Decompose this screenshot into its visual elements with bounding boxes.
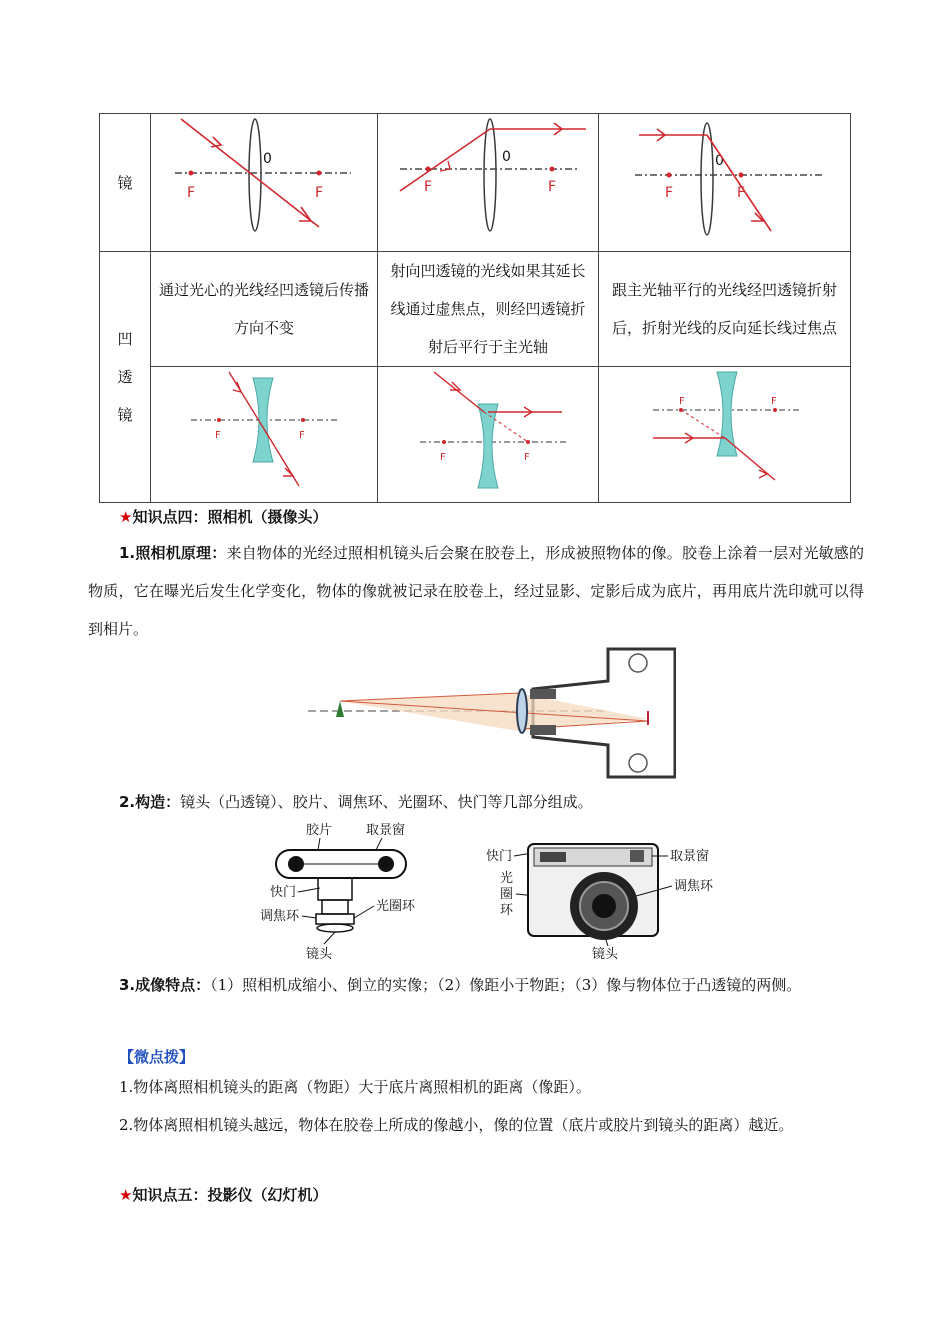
- convex-fig-parallel-ray: [599, 114, 851, 252]
- focus-label: F: [315, 184, 324, 201]
- focus-label: F: [524, 451, 530, 463]
- camera-structure-paragraph: 2.构造：镜头（凸透镜）、胶片、调焦环、光圈环、快门等几部分组成。: [119, 793, 593, 811]
- camera-principle-paragraph: 1.照相机原理：来自物体的光经过照相机镜头后会聚在胶卷上，形成被照物体的像。胶卷上涂着一层对光敏感的物质，它在曝光后发生化学变化，物体的像就被记录在胶卷上，经过显影、定影后成为底片，再用底片洗印就可以得到相片。: [88, 544, 864, 638]
- focus-label: F: [187, 184, 196, 201]
- star-icon: ★: [119, 508, 133, 526]
- concave-rule-center: 通过光心的光线经凹透镜后传播方向不变: [151, 252, 378, 367]
- focus-label: F: [424, 178, 433, 195]
- center-label: 0: [715, 152, 724, 169]
- concave-fig-parallel-ray: [599, 367, 851, 503]
- center-label: 0: [263, 150, 272, 167]
- tip-item-2: 2.物体离照相机镜头越远，物体在胶卷上所成的像越小，像的位置（底片或胶片到镜头的距离）越近。: [119, 1116, 794, 1134]
- concave-rule-parallel: 跟主光轴平行的光线经凹透镜折射后，折射光线的反向延长线过焦点: [599, 252, 851, 367]
- label-shutter: 快门: [270, 885, 297, 900]
- concave-rule-virtual-focus: 射向凹透镜的光线如果其延长线通过虚焦点，则经凹透镜折射后平行于主光轴: [378, 252, 599, 367]
- tip-title: 【微点拨】: [119, 1048, 195, 1066]
- focus-label: F: [215, 429, 221, 441]
- label-aperture-ring-char: 光: [500, 871, 514, 886]
- camera-photo-sketch: [480, 830, 728, 964]
- concave-fig-virtual-focus-ray: [378, 367, 599, 503]
- label-aperture-ring: 光圈环: [376, 899, 416, 914]
- section-title-camera: ★知识点四：照相机（摄像头）: [119, 508, 328, 526]
- convex-fig-focus-ray: [378, 114, 599, 252]
- label-focus-ring: 调焦环: [260, 909, 300, 924]
- focus-label: F: [771, 395, 777, 407]
- concave-row-label: 凹 透 镜: [100, 252, 151, 503]
- section-title-projector: ★知识点五：投影仪（幻灯机）: [119, 1186, 328, 1204]
- concave-text-row: [100, 252, 851, 367]
- convex-row: [100, 114, 851, 252]
- lens-rules-table: [99, 113, 851, 503]
- tip-item-1: 1.物体离照相机镜头的距离（物距）大于底片离照相机的距离（像距）。: [119, 1078, 591, 1096]
- label-lens: 镜头: [592, 947, 619, 962]
- center-label: 0: [502, 148, 511, 165]
- focus-label: F: [548, 178, 557, 195]
- focus-label: F: [737, 184, 746, 201]
- label-film: 胶片: [306, 823, 333, 838]
- focus-label: F: [440, 451, 446, 463]
- label-lens: 镜头: [306, 947, 333, 962]
- camera-imaging-paragraph: 3.成像特点：（1）照相机成缩小、倒立的实像；（2）像距小于物距；（3）像与物体位于凸透镜的两侧。: [119, 976, 802, 994]
- focus-label: F: [665, 184, 674, 201]
- camera-optics-diagram: [308, 645, 676, 783]
- convex-fig-center-ray: [151, 114, 378, 252]
- label-viewfinder: 取景窗: [670, 849, 710, 864]
- star-icon: ★: [119, 1186, 133, 1204]
- label-focus-ring: 调焦环: [674, 879, 714, 894]
- camera-structure-sketch: [258, 816, 438, 962]
- label-viewfinder: 取景窗: [366, 823, 406, 838]
- concave-fig-row: [100, 367, 851, 503]
- focus-label: F: [299, 429, 305, 441]
- label-aperture-ring-char: 圈: [500, 887, 514, 902]
- label-shutter: 快门: [486, 849, 513, 864]
- focus-label: F: [679, 395, 685, 407]
- convex-row-label: 镜: [100, 114, 151, 252]
- label-aperture-ring-char: 环: [500, 903, 514, 918]
- concave-fig-center-ray: [151, 367, 378, 503]
